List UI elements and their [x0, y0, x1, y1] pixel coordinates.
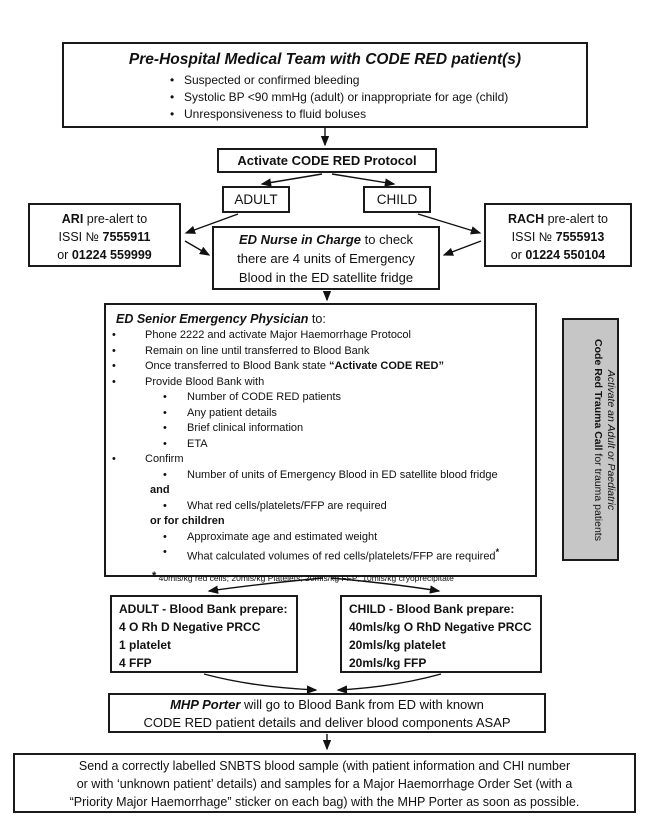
ari-phone-number: 01224 559999 [71, 248, 152, 262]
trauma-call-rest: for trauma patients [591, 449, 604, 541]
final-line2: or with ‘unknown patient’ details) and samples for a Major Haemorrhage Order Set (with a [76, 777, 573, 791]
physician-bullet: • What red cells/platelets/FFP are required [106, 499, 531, 515]
child-prepare-item: 20mls/kg FFP [349, 656, 427, 670]
adult-prepare-title [119, 600, 296, 618]
adult-prepare-box [110, 595, 298, 673]
physician-bullet: • Number of units of Emergency Blood in ED satellite blood fridge [106, 468, 531, 484]
rach-line3 [486, 246, 630, 264]
child-label: CHILD [376, 192, 418, 207]
pre-hospital-bullets [170, 72, 586, 123]
adult-prepare-item: 4 O Rh D Negative PRCC [119, 620, 261, 634]
physician-bullet: • Phone 2222 and activate Major Haemorrhage Protocol [106, 328, 531, 344]
ed-nurse-line1 [214, 230, 438, 249]
footnote-text: 40mls/kg red cells; 20mls/kg Platelets; 20mls/kg FFP; 10mls/kg cryoprecipitate [156, 573, 454, 584]
trauma-call-box [562, 318, 619, 561]
final-line3: “Priority Major Haemorrhage” sticker on each bag) with the MHP Porter as soon as possible. [69, 795, 580, 809]
arrow-activate-to-child [332, 174, 394, 184]
rach-prealert-box [484, 203, 632, 267]
mhp-porter-box [108, 693, 546, 733]
ari-or-label: or [57, 248, 72, 262]
physician-bullet: • Once transferred to Blood Bank state “Activate CODE RED” [106, 359, 531, 375]
rach-line2 [486, 228, 630, 246]
physician-title: ED Senior Emergency Physician [116, 312, 309, 326]
child-prepare-suffix: - Blood Bank prepare: [385, 602, 515, 616]
physician-bullet: • Any patient details [106, 406, 531, 422]
activate-protocol-label: Activate CODE RED Protocol [237, 153, 417, 168]
mhp-rest: will go to Blood Bank from ED with known [240, 697, 484, 712]
physician-title-line [116, 311, 531, 328]
pre-hospital-box [62, 42, 588, 128]
child-prepare-box [340, 595, 542, 673]
rach-or-label: or [510, 248, 526, 262]
physician-bullet: • ETA [106, 437, 531, 453]
footnote-asterisk: * [152, 570, 157, 583]
child-prepare-title [349, 600, 540, 618]
physician-bullet: and [150, 484, 170, 496]
trauma-call-text [565, 322, 617, 558]
ari-issi-label: ISSI № [58, 230, 103, 244]
trauma-call-line1 [604, 322, 617, 558]
adult-label: ADULT [234, 192, 278, 207]
adult-prepare-suffix: - Blood Bank prepare: [158, 602, 288, 616]
ari-line1 [30, 210, 179, 228]
ari-line3 [30, 246, 179, 264]
ed-nurse-line3: Blood in the ED satellite fridge [238, 270, 414, 285]
arrow-ari-to-nurse [185, 241, 209, 255]
ed-nurse-box [212, 226, 440, 290]
ari-rest: pre-alert to [83, 212, 148, 226]
physician-footnote [106, 570, 531, 583]
ari-issi-number: 7555911 [102, 230, 151, 244]
ari-name: ARI [61, 212, 84, 226]
pre-hospital-bullet: • Unresponsiveness to fluid boluses [170, 106, 586, 123]
mhp-line2: CODE RED patient details and deliver blood components ASAP [143, 715, 511, 730]
physician-box [104, 303, 537, 584]
physician-bullet: • What calculated volumes of red cells/platelets/FFP are required* [106, 545, 531, 565]
mhp-porter-title: MHP Porter [170, 697, 241, 712]
arrow-rach-to-nurse [444, 241, 481, 255]
physician-bullet: • Provide Blood Bank with [106, 375, 531, 391]
pre-hospital-bullet: • Systolic BP <90 mmHg (adult) or inappropriate for age (child) [170, 89, 586, 106]
rach-line1 [486, 210, 630, 228]
activate-protocol-box [217, 148, 437, 173]
adult-prepare-item: 1 platelet [119, 638, 172, 652]
child-prepare-bold: CHILD [349, 602, 386, 616]
rach-name: RACH [507, 212, 545, 226]
ed-nurse-rest: to check [361, 232, 414, 247]
physician-bullet: • Brief clinical information [106, 421, 531, 437]
ed-nurse-title: ED Nurse in Charge [238, 232, 362, 247]
child-prepare-item: 20mls/kg platelet [349, 638, 446, 652]
rach-issi-number: 7555913 [555, 230, 605, 244]
child-prepare-item: 40mls/kg O RhD Negative PRCC [349, 620, 532, 634]
final-line1: Send a correctly labelled SNBTS blood sample (with patient information and CHI number [78, 759, 571, 773]
physician-bullets [106, 328, 531, 565]
pre-hospital-bullet: • Suspected or confirmed bleeding [170, 72, 586, 89]
physician-bullet: • Remain on line until transferred to Blood Bank [106, 344, 531, 360]
adult-box [222, 186, 290, 213]
physician-bullet: • Approximate age and estimated weight [106, 530, 531, 546]
physician-bullet: • Number of CODE RED patients [106, 390, 531, 406]
rach-phone-number: 01224 550104 [525, 248, 606, 262]
rach-rest: pre-alert to [544, 212, 609, 226]
adult-prepare-items [119, 618, 296, 672]
adult-prepare-bold: ADULT [119, 602, 159, 616]
rach-issi-label: ISSI № [511, 230, 556, 244]
adult-prepare-item: 4 FFP [119, 656, 152, 670]
physician-bullet: or for children [150, 515, 225, 527]
ari-line2 [30, 228, 179, 246]
mhp-line1 [110, 696, 544, 714]
arrow-activate-to-adult [262, 174, 322, 184]
trauma-call-line1-text: Activate an Adult or Paediatric [604, 369, 617, 510]
arrow-adult-prepare-to-mhp [204, 674, 316, 690]
trauma-call-bold: Code Red Trauma Call [591, 338, 604, 450]
pre-hospital-title: Pre-Hospital Medical Team with CODE RED patient(s) [128, 51, 522, 68]
child-prepare-items [349, 618, 540, 672]
final-instruction-box [13, 753, 636, 813]
physician-bullet: • Confirm [106, 452, 531, 468]
ari-prealert-box [28, 203, 181, 267]
ed-nurse-line2: there are 4 units of Emergency [237, 251, 415, 266]
arrow-child-prepare-to-mhp [338, 674, 441, 690]
child-box [363, 186, 431, 213]
physician-title-suffix: to: [308, 312, 326, 326]
trauma-call-line2 [591, 322, 604, 558]
